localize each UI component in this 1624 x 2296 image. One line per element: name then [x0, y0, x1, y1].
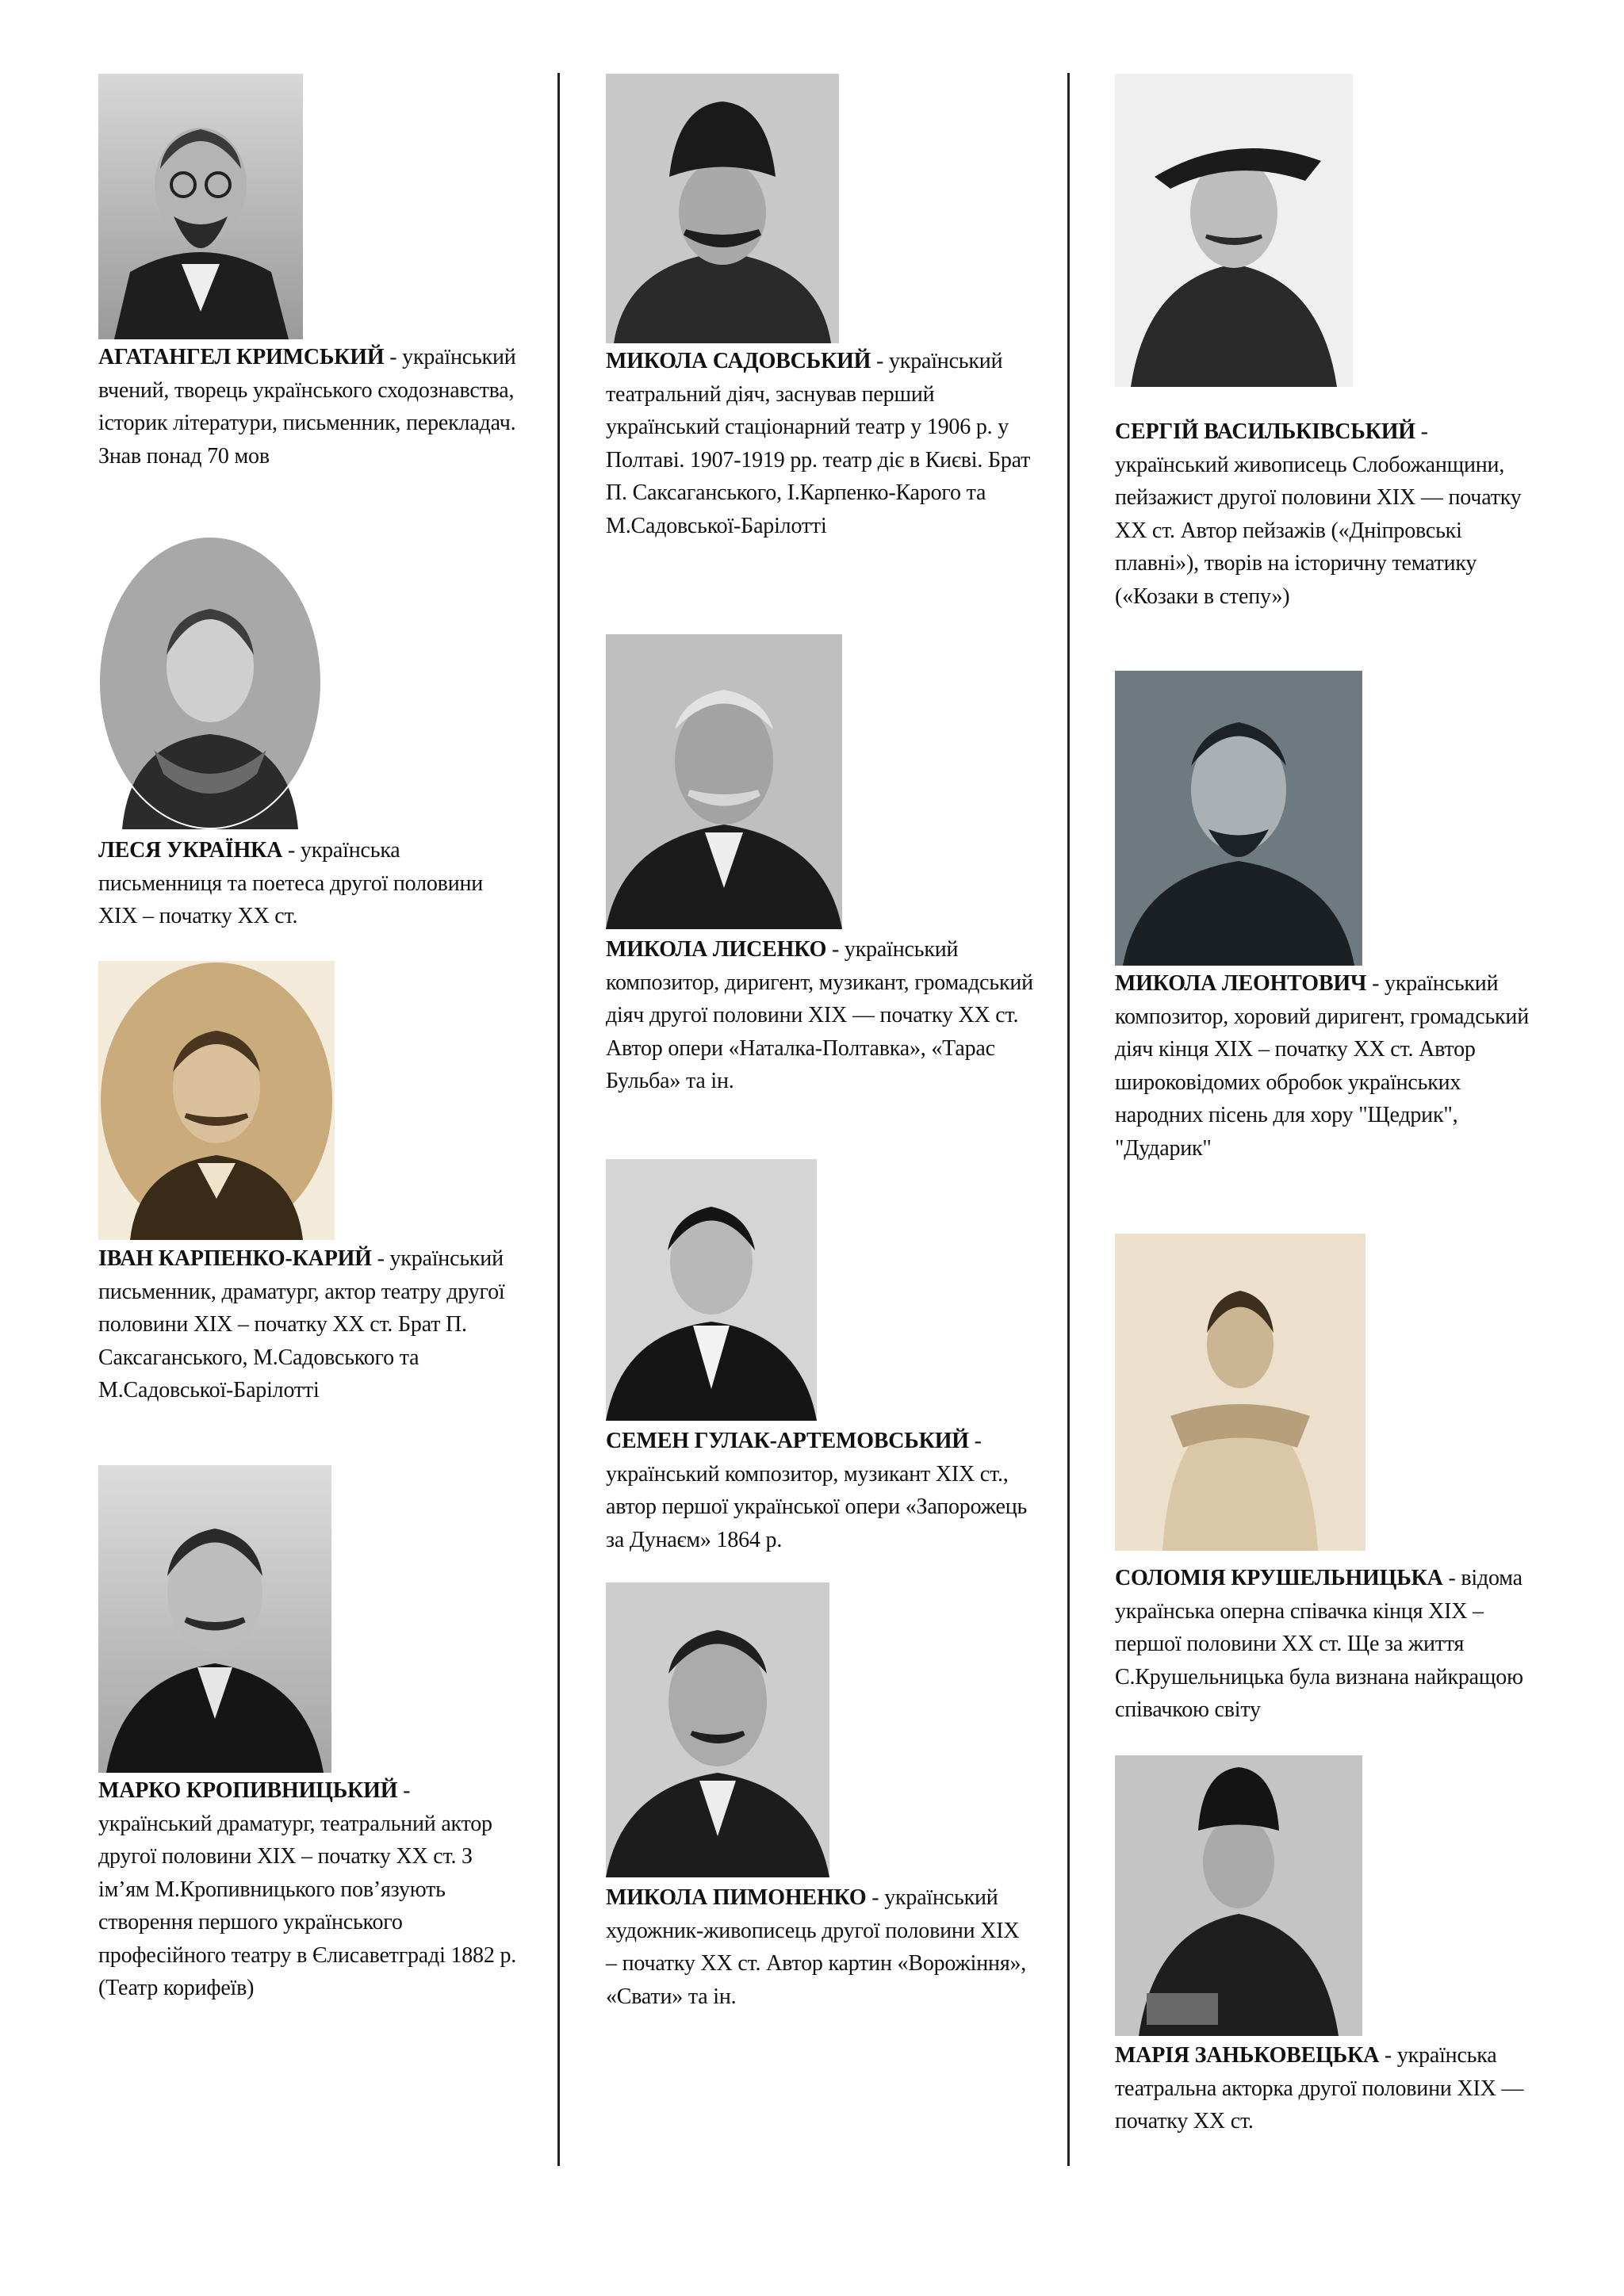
person-name: ІВАН КАРПЕНКО-КАРИЙ	[98, 1246, 372, 1271]
portrait-photo-leontovych	[1115, 671, 1362, 966]
person-description: український живописець Слобожанщини, пейзажист другої половини XIX — початку XX ст. Автор пейзажів («Дніпровські плавні»), творів на історичну тематику («Козаки в степу»)	[1115, 452, 1522, 609]
person-name: СЕРГІЙ ВАСИЛЬКІВСЬКИЙ	[1115, 419, 1415, 444]
person-name: МИКОЛА ПИМОНЕНКО	[606, 1885, 867, 1910]
portrait-photo-vasylkivsky	[1115, 74, 1353, 387]
portrait-photo-kropyvnytsky	[98, 1465, 331, 1773]
person-card-vasylkivsky	[1115, 415, 1543, 613]
name-separator: -	[1366, 971, 1385, 996]
person-card-hulak-artemovsky	[606, 1425, 1034, 1556]
person-description: український композитор, хоровий диригент, громадський діяч кінця XIX – початку XX ст. Автор широковідомих обробок українських народних пісень для хору "Щедрик", "Дударик"	[1115, 971, 1529, 1161]
person-description: український вчений, творець українського сходознавства, історик літератури, письменник, перекладач. Знав понад 70 мов	[98, 345, 516, 469]
person-card-krushelnytska	[1115, 1562, 1543, 1727]
person-name: ЛЕСЯ УКРАЇНКА	[98, 838, 283, 863]
person-card-lysenko	[606, 933, 1034, 1098]
name-separator: -	[282, 838, 301, 863]
person-description: український драматург, театральний актор другої половини XIX – початку XX ст. З ім’ям М.Кропивницького пов’язують створення першого українського професійного театру в Єлисаветграді 1882 р. (Театр корифеїв)	[98, 1811, 517, 2000]
person-description: український композитор, диригент, музикант, громадський діяч другої половини XIX — початку XX ст. Автор опери «Наталка-Полтавка», «Тарас Бульба» та ін.	[606, 937, 1033, 1093]
portrait-photo-pymonenko	[606, 1582, 829, 1877]
column-divider-left	[557, 73, 560, 2166]
portrait-photo-karpenko-karyi	[98, 961, 335, 1240]
portrait-photo-krushelnytska	[1115, 1234, 1365, 1551]
person-card-lesia-ukrainka	[98, 834, 527, 933]
portrait-photo-hulak-artemovsky	[606, 1159, 817, 1421]
person-name: АГАТАНГЕЛ КРИМСЬКИЙ	[98, 345, 385, 369]
person-description: український письменник, драматург, актор театру другої половини XIX – початку XX ст. Брат П. Саксаганського, М.Садовського та М.Садовської-Барілотті	[98, 1246, 505, 1402]
person-name: МИКОЛА ЛЕОНТОВИЧ	[1115, 971, 1367, 996]
person-name: МИКОЛА САДОВСЬКИЙ	[606, 349, 871, 373]
name-separator: -	[1379, 2043, 1397, 2068]
name-separator	[969, 1429, 975, 1453]
portrait-photo-lesia-ukrainka	[98, 536, 322, 829]
name-separator: -	[871, 349, 889, 373]
person-description: український художник-живописець другої половини XIX – початку XX ст. Автор картин «Ворожіння», «Свати» та ін.	[606, 1885, 1027, 2009]
name-separator: -	[866, 1885, 885, 1910]
portrait-photo-lysenko	[606, 634, 842, 929]
portrait-photo-krymsky	[98, 74, 303, 339]
person-card-zankovetska	[1115, 2039, 1543, 2138]
name-separator: -	[1415, 419, 1428, 444]
person-name: МИКОЛА ЛИСЕНКО	[606, 937, 827, 962]
person-name: СОЛОМІЯ КРУШЕЛЬНИЦЬКА	[1115, 1566, 1443, 1590]
person-card-karpenko-karyi	[98, 1242, 527, 1407]
person-card-leontovych	[1115, 967, 1543, 1165]
name-separator: -	[371, 1246, 390, 1271]
person-name: МАРІЯ ЗАНЬКОВЕЦЬКА	[1115, 2043, 1380, 2068]
person-description: українська театральна акторка другої половини XIX — початку XX ст.	[1115, 2043, 1524, 2133]
person-name: МАРКО КРОПИВНИЦЬКИЙ	[98, 1778, 398, 1803]
column-divider-right	[1067, 73, 1070, 2166]
name-separator: -	[384, 345, 403, 369]
person-card-kropyvnytsky	[98, 1774, 527, 2005]
name-separator: -	[397, 1778, 411, 1803]
person-card-krymsky	[98, 341, 527, 473]
person-description: українська письменниця та поетеса другої половини XIX – початку XX ст.	[98, 838, 484, 928]
portrait-photo-sadovsky	[606, 74, 839, 343]
person-card-pymonenko	[606, 1881, 1034, 2013]
portrait-photo-zankovetska	[1115, 1755, 1362, 2036]
person-description: український театральний діяч, заснував перший український стаціонарний театр у 1906 р. у Полтаві. 1907-1919 рр. театр діє в Києві. Брат П. Саксаганського, І.Карпенко-Карого та М.Садовської-Барілотті	[606, 349, 1031, 538]
person-description: відома українська оперна співачка кінця XIX – першої половини XX ст. Ще за життя С.Крушельницька була визнана найкращою співачкою світу	[1115, 1566, 1523, 1722]
name-separator: -	[826, 937, 845, 962]
person-name: СЕМЕН ГУЛАК-АРТЕМОВСЬКИЙ	[606, 1429, 969, 1453]
name-separator: -	[1442, 1566, 1461, 1590]
person-description: - український композитор, музикант XIX ст., автор першої української опери «Запорожець за Дунаєм» 1864 р.	[606, 1429, 1028, 1552]
person-card-sadovsky	[606, 345, 1034, 542]
